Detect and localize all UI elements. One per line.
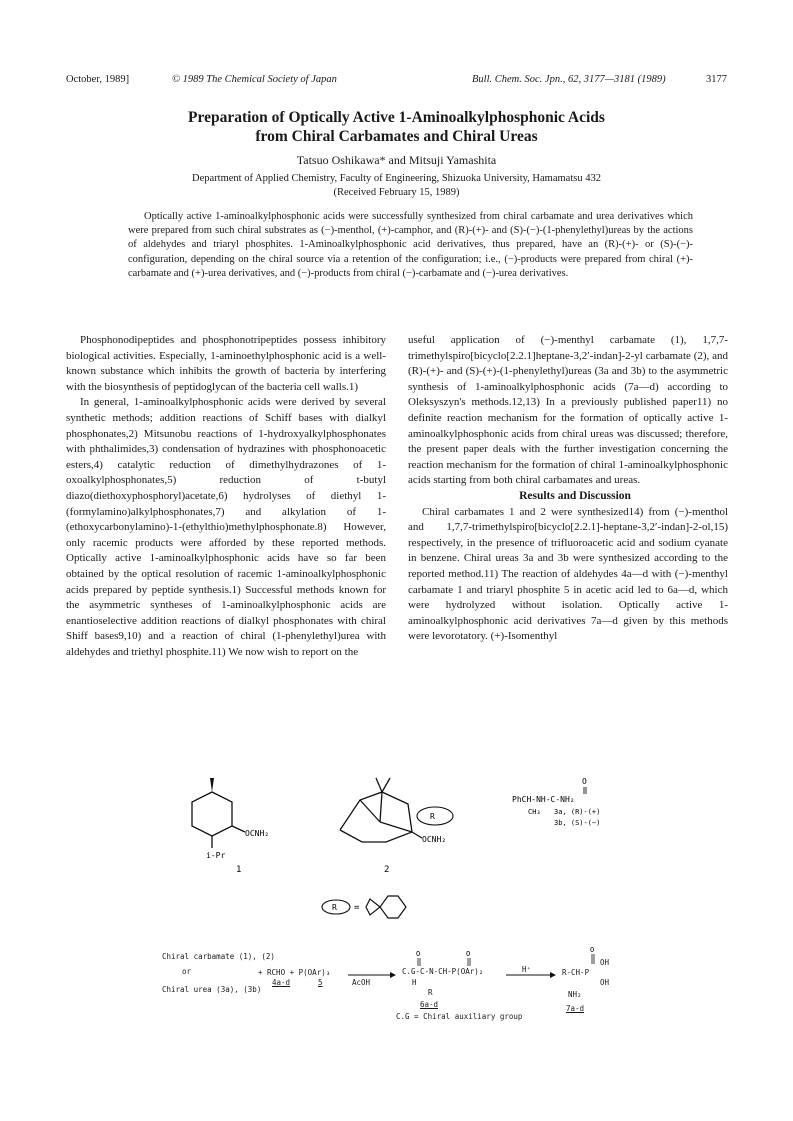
title-line-1: Preparation of Optically Active 1-Aminoalkylphosphonic Acids [188,109,605,126]
structure-2-ring-label: R [430,812,435,821]
header-copyright: © 1989 The Chemical Society of Japan [172,74,337,85]
structure-1-menthyl-carbamate [192,778,269,875]
product-oh-1: OH [600,958,610,967]
structure-3-phenylethyl-urea [512,777,600,827]
svg-text:O: O [466,950,471,958]
svg-text:O: O [590,946,595,954]
left-column [66,333,386,660]
reactant-chiral-carbamate: Chiral carbamate (1), (2) [162,952,275,961]
svg-text:O: O [416,950,421,958]
reactant-or: or [182,967,192,976]
intermediate-h: H [412,978,417,987]
structure-3-formula: PhCH-NH-C-NH₂ [512,795,575,804]
r-group-definition [318,890,428,924]
product-oh-2: OH [600,978,610,987]
header-date: October, 1989] [66,74,130,85]
structure-2-number: 2 [384,865,390,875]
chiral-group-definition: C.G = Chiral auxiliary group [396,1012,523,1021]
svg-text:O: O [582,777,587,786]
header-page-number: 3177 [706,74,727,85]
right-paragraph-1: useful application of (−)-menthyl carbamate (1), 1,7,7-trimethylspiro[bicyclo[2.2.1]heptane-3,2′-indan]-2-yl carbamate (2), and (R)-(+)- and (S)-(+)-(1-phenylethyl)ureas (3a and 3b) to the asymmetric synthesis of 1-aminoalkylphosphonic acids (7a—d) according to Oleksyszyn's methods.12,13) In a previously published paper11) no definite reaction mechanism for the formation of optically active 1-aminoalkylphosphonic acids from chiral ureas was discussed; therefore, the present paper deals with the further investigation concerning the reaction mechanism for the formation of chiral 1-aminoalkylphosphonic acids starting from both chiral carbamates and ureas. [408,334,728,487]
compound-5-label: 5 [318,978,323,987]
compound-6-label: 6a-d [420,1000,439,1009]
acid-hydrolysis: H⁺ [522,965,532,974]
left-paragraph-1: Phosphonodipeptides and phosphonotripeptides possess inhibitory biological activities. Especially, 1-aminoethylphosphonic acid is a well-known substance which inhibits the growth of bacteria by interfering with the biosynthesis of peptidoglycan of the bacteria cell walls.1) [66,334,386,393]
header-journal: Bull. Chem. Soc. Jpn., 62, 3177—3181 (1989) [472,74,666,85]
left-paragraph-2: In general, 1-aminoalkylphosphonic acids were derived by several synthetic methods; addition reactions of Schiff bases with dialkyl phosphonates,2) Mitsunobu reactions of 1-hydroxyalkylphosphonates with phthalimides,3) condensation of hydrazines with phosphonoacetic esters,4) catalytic reduction of dimethylhydrazones of 1-oxoalkylphosphonates,5) reduction of t-butyl diazo(diethoxyphosphoryl)acetate,6) hydrolyses of diethyl 1-(formylamino)alkylphosphonates,7) and alkylation of 1-(ethoxycarbonylamino)-1-(ethylthio)methylphosphonate.8) However, only racemic products were afforded by these reported methods. Optically active 1-aminoalkylphosphonic acids have so far been obtained by the optical resolution of racemic 1-aminoalkylphosphonic acids prepared by peptide synthesis.1) Successful methods known for the asymmetric syntheses of 1-aminoalkylphosphonic acids are enantioselective addition reactions of dialkyl phosphonates with chiral Shiff bases9,10) and a reaction of chiral (1-phenylethyl)urea with aldehydes and triethyl phosphite.11) We now wish to report on the [66,396,386,658]
svg-text:=: = [354,903,360,913]
affiliation: Department of Applied Chemistry, Faculty of Engineering, Shizuoka University, Hamamatsu 432 [192,173,601,184]
compound-7-label: 7a-d [566,1004,585,1013]
authors: Tatsuo Oshikawa* and Mitsuji Yamashita [296,153,497,167]
structure-2-spiro-carbamate [340,778,453,875]
reagents: + RCHO + P(OAr)₃ [258,968,331,977]
product-amine: NH₂ [568,990,582,999]
paper-title [0,108,793,146]
section-heading: Results and Discussion [519,489,631,502]
right-column [408,333,728,645]
structure-2-substituent: OCNH₂ [422,835,447,844]
structure-1-isopropyl: i-Pr [206,851,226,860]
structures-figure [150,770,650,875]
intermediate-r: R [428,988,433,997]
structure-1-number: 1 [236,865,242,875]
r-group-label: R [332,903,337,912]
product-formula: R-CH-P [562,968,590,977]
structure-3b-label: 3b, (S)-(−) [554,819,601,827]
affiliation-block [0,172,793,200]
structure-3-methyl: CH₃ [528,808,541,816]
acetic-acid: AcOH [352,978,371,987]
received-date: (Received February 15, 1989) [333,187,460,198]
intermediate-formula: C.G-C-N-CH-P(OAr)₂ [402,967,484,976]
abstract: Optically active 1-aminoalkylphosphonic acids were successfully synthesized from chiral carbamate and urea derivatives which were prepared from such chiral substrates as (−)-menthol, (+)-camphor, and (R)-(+)- and (S)-(−)-(1-phenylethyl)ureas by the actions of aldehydes and triaryl phosphites. 1-Aminoalkylphosphonic acid derivatives, thus prepared, have an (R)-(+)- or (S)-(−)-configuration, depending on the chiral source via a retention of the configuration; i.e., (−)-products were prepared from chiral (+)-carbamate and (+)-urea derivatives, and (−)-products from chiral (−)-carbamate and (−)-urea derivatives. [128,211,693,279]
structure-1-substituent: OCNH₂ [245,829,270,838]
title-line-2: from Chiral Carbamates and Chiral Ureas [255,128,538,145]
right-paragraph-2: Chiral carbamates 1 and 2 were synthesized14) from (−)-menthol and 1,7,7-trimethylspiro[bicyclo[2.2.1]-heptane-3,2′-indan]-2-ol,15) respectively, in the presence of trifluoroacetic acid and sodium cyanate in benzene. Chiral ureas 3a and 3b were synthesized according to the reported method.11) The reaction of aldehydes 4a—d with (−)-menthyl carbamate 1 and triaryl phosphite 5 in acetic acid led to 6a—d, which were hydrolyzed without isolation. Optically active 1-aminoalkylphosphonic acid derivatives 7a—d given by this methods were levorotatory. (+)-Isomenthyl [408,505,728,643]
compound-4-label: 4a-d [272,978,291,987]
reactant-chiral-urea: Chiral urea (3a), (3b) [162,985,262,994]
structure-3a-label: 3a, (R)-(+) [554,808,601,816]
